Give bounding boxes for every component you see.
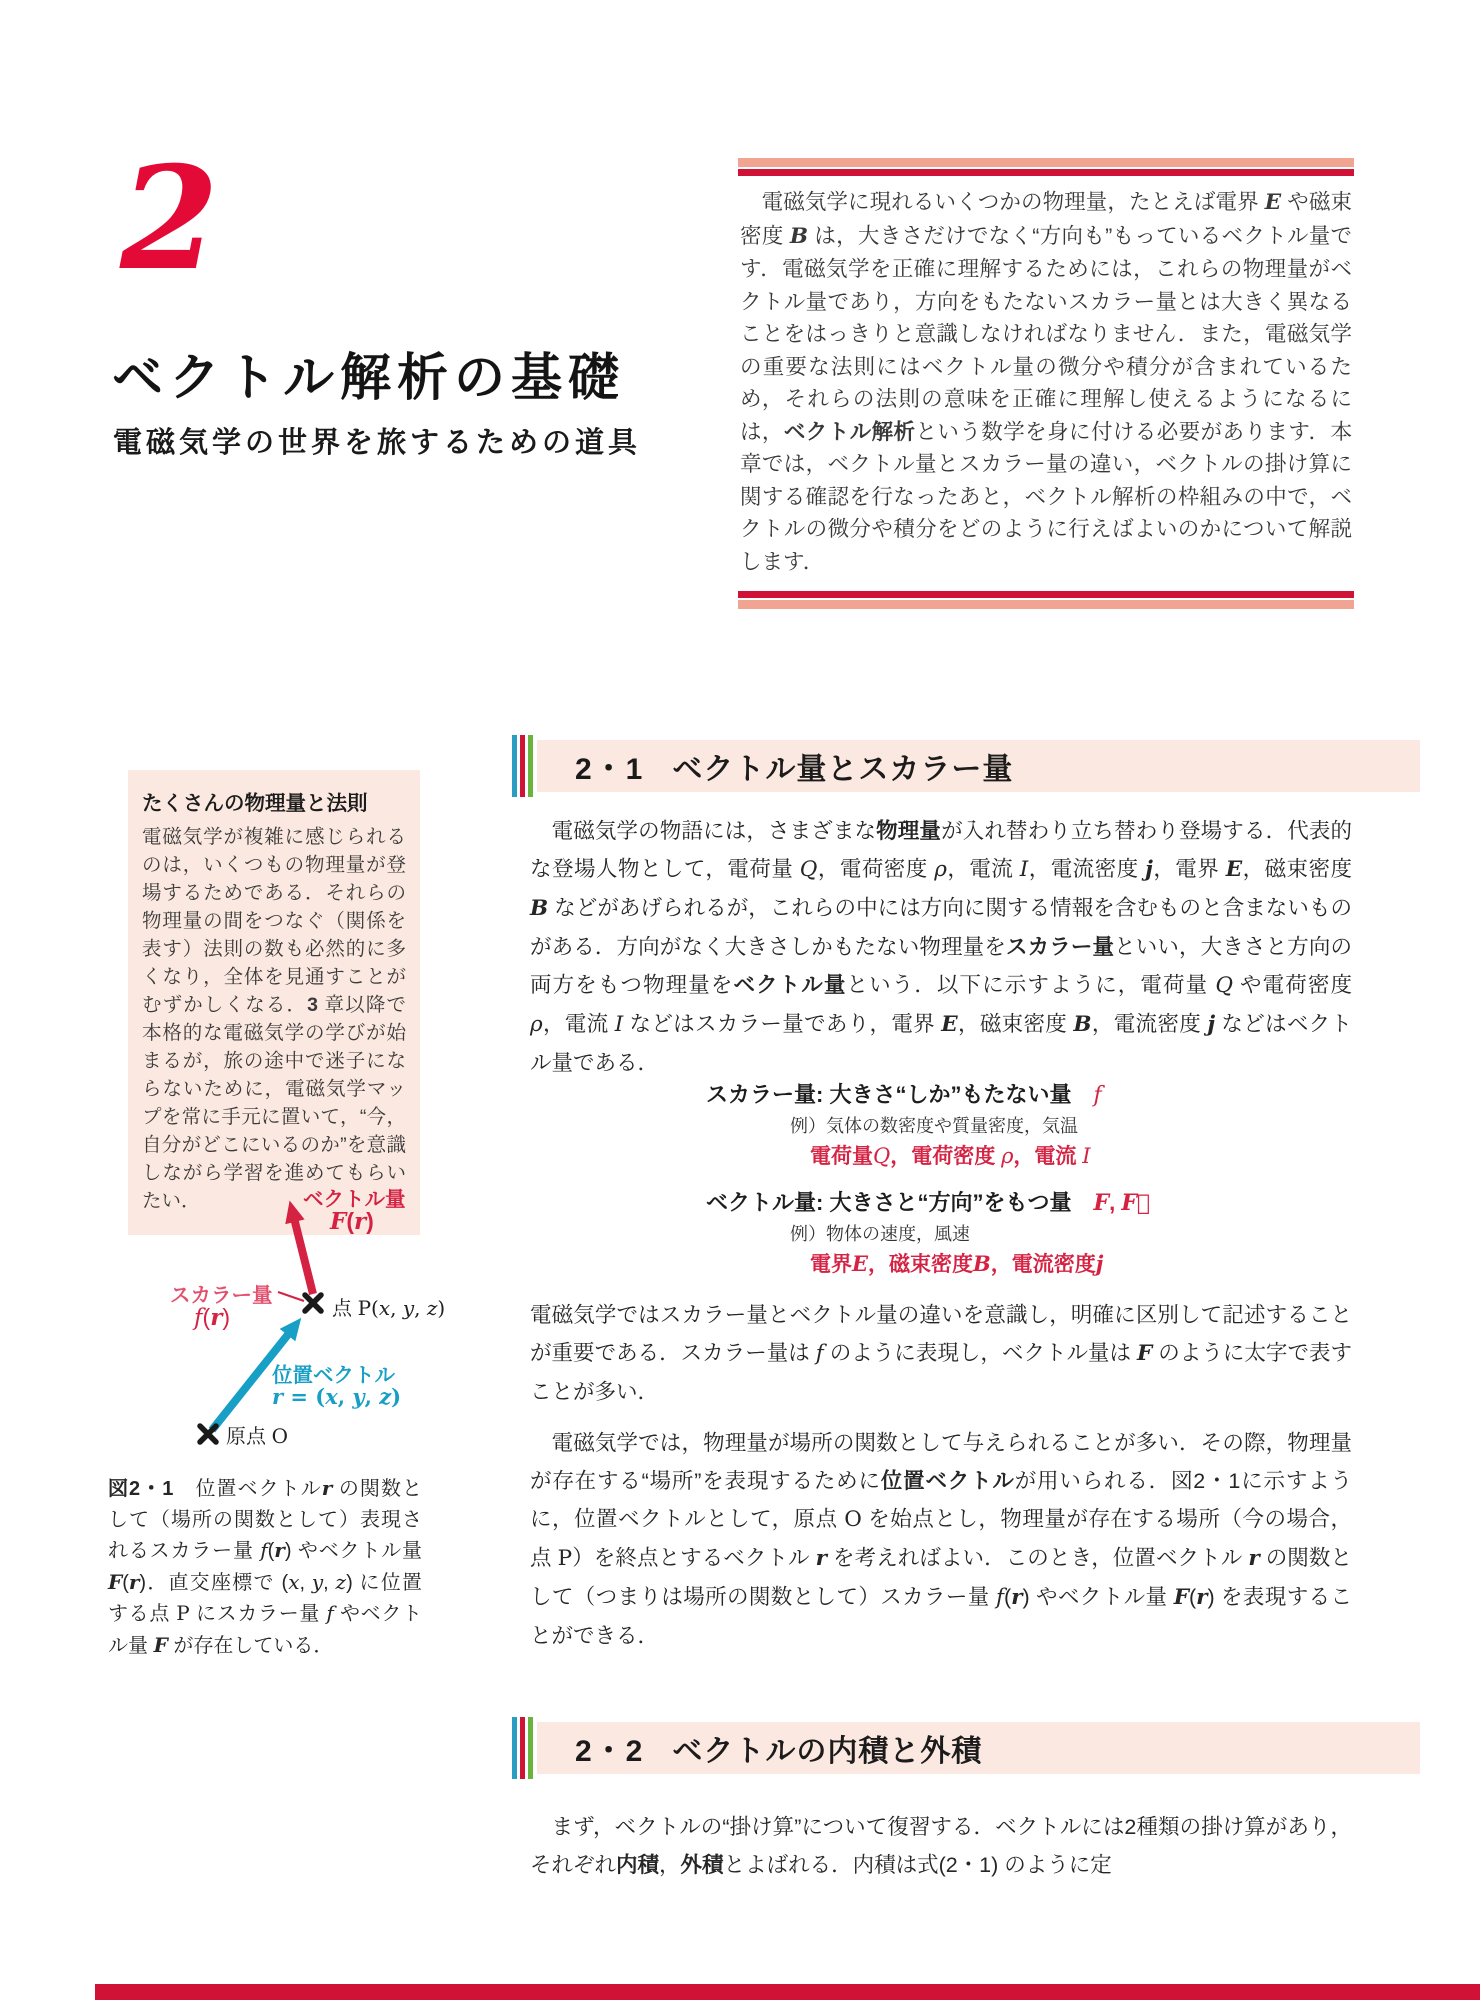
figure-2-1 (130, 1180, 446, 1480)
section-2-2-title: ベクトルの内積と外積 (672, 1735, 983, 1768)
section-2-2-heading (512, 1722, 1420, 1774)
section-2-1-heading (512, 740, 1420, 792)
definition-vector-example: 例）物体の速度，風速 (790, 1224, 970, 1244)
section-2-1-number: 2・1 (575, 753, 645, 786)
section-2-1-band (537, 740, 1420, 792)
chapter-title: ベクトル解析の基礎 (112, 349, 626, 406)
scalar-label-pointer-line (278, 1292, 304, 1301)
paragraph-1: 電磁気学の物語には，さまざまな物理量が入れ替わり立ち替わり登場する．代表的な登場人物として，電荷量 Q，電荷密度 ρ，電流 I，電流密度 j，電界 E，磁束密度 B などがあげられるが，これらの中には方向に関する情報を含むものと含まないものがある．方向がなく大きさしかもたない物理量をスカラー量といい，大きさと方向の両方をもつ物理量をベクトル量という．以下に示すように，電荷量 Q や電荷密度 ρ，電流 I などはスカラー量であり，電界 E，磁束密度 B，電流密度 j などはベクトル量である． (530, 819, 1352, 1075)
definition-scalar-line: スカラー量: 大きさ“しか”もたない量 f (706, 1082, 1102, 1108)
definition-vector-line: ベクトル量: 大きさと“方向”をもつ量 F, F⃗ (706, 1190, 1151, 1216)
accent-bar-blue (512, 735, 517, 797)
accent-bar-crimson (520, 1717, 525, 1779)
definition-vector-quantities: 電界E，磁束密度B，電流密度j (810, 1251, 1104, 1276)
margin-note-box (128, 770, 420, 1235)
paragraph-4: まず，ベクトルの“掛け算”について復習する．ベクトルには2種類の掛け算があり，それぞれ内積，外積とよばれる．内積は式(2・1) のように定 (530, 1815, 1352, 1877)
intro-top-rule-salmon (738, 158, 1354, 167)
accent-bar-crimson (520, 735, 525, 797)
vector-quantity-symbol: F(r) (330, 1208, 374, 1235)
origin-marker (200, 1426, 216, 1442)
definition-scalar-example: 例）気体の数密度や質量密度，気温 (790, 1116, 1078, 1136)
section-2-2-number: 2・2 (575, 1735, 645, 1768)
intro-bottom-rule-salmon (738, 600, 1354, 609)
definition-scalar-quantities: 電荷量Q，電荷密度 ρ，電流 I (810, 1144, 1091, 1168)
position-vector-formula: r = (x, y, z) (272, 1384, 402, 1409)
intro-top-rule-crimson (738, 169, 1354, 176)
chapter-intro-box (738, 158, 1354, 609)
vector-quantity-label: ベクトル量 (303, 1188, 406, 1211)
chapter-subtitle: 電磁気学の世界を旅するための道具 (113, 427, 642, 459)
section-2-1-title: ベクトル量とスカラー量 (672, 753, 1014, 786)
section-2-2-band (537, 1722, 1420, 1774)
vector-quantity-arrow (294, 1218, 313, 1294)
margin-note-title: たくさんの物理量と法則 (142, 792, 368, 815)
margin-note-body: 電磁気学が複雑に感じられるのは，いくつもの物理量が登場するためである．それらの物理量の間をつなぐ（関係を表す）法則の数も必然的に多くなり，全体を見通すことがむずかしくなる．3 章以降で本格的な電磁気学の学びが始まるが，旅の途中で迷子にならないために，電磁気学マップを常に手元に置いて，“今，自分がどこにいるのか”を意識しながら学習を進めてもらいたい． (142, 826, 406, 1212)
paragraph-2: 電磁気学ではスカラー量とベクトル量の違いを意識し，明確に区別して記述することが重要である．スカラー量は f のように表現し，ベクトル量は F のように太字で表すことが多い． (530, 1303, 1352, 1404)
scalar-quantity-label: スカラー量 (170, 1284, 273, 1307)
chapter-number: 2 (120, 136, 219, 302)
accent-bar-green (528, 735, 533, 797)
page-footer-rule (95, 1984, 1480, 2000)
intro-bottom-rule-crimson (738, 591, 1354, 598)
position-vector-label: 位置ベクトル (272, 1364, 395, 1387)
origin-label: 原点 O (226, 1424, 288, 1448)
point-p-label: 点 P(x, y, z) (332, 1296, 446, 1320)
figure-2-1-caption: 図2・1 位置ベクトルr の関数として（場所の関数として）表現されるスカラー量 f(r) やベクトル量 F(r)．直交座標で (x, y, z) に位置する点 P にスカラー量 f やベクトル量 F が存在している． (108, 1476, 423, 1657)
paragraph-3: 電磁気学では，物理量が場所の関数として与えられることが多い．その際，物理量が存在する“場所”を表現するために位置ベクトルが用いられる．図2・1に示すように，位置ベクトルとして，原点 O を始点とし，物理量が存在する場所（今の場合，点 P）を終点とするベクトル r を考えればよい．このとき，位置ベクトル r の関数として（つまりは場所の関数として）スカラー量 f(r) やベクトル量 F(r) を表現することができる． (530, 1431, 1352, 1648)
scalar-quantity-symbol: f(r) (194, 1304, 230, 1331)
point-p-marker (305, 1295, 321, 1311)
accent-bar-green (528, 1717, 533, 1779)
chapter-intro-paragraph: 電磁気学に現れるいくつかの物理量，たとえば電界 E や磁束密度 B は，大きさだけでなく“方向も”もっているベクトル量です．電磁気学を正確に理解するためには，これらの物理量がベクトル量であり，方向をもたないスカラー量とは大きく異なることをはっきりと意識しなければなりません．また，電磁気学の重要な法則にはベクトル量の微分や積分が含まれているため，それらの法則の意味を正確に理解し使えるようになるには，ベクトル解析という数学を身に付ける必要があります．本章では，ベクトル量とスカラー量の違い，ベクトルの掛け算に関する確認を行なったあと，ベクトル解析の枠組みの中で，ベクトルの微分や積分をどのように行えばよいのかについて解説します． (740, 190, 1352, 574)
accent-bar-blue (512, 1717, 517, 1779)
